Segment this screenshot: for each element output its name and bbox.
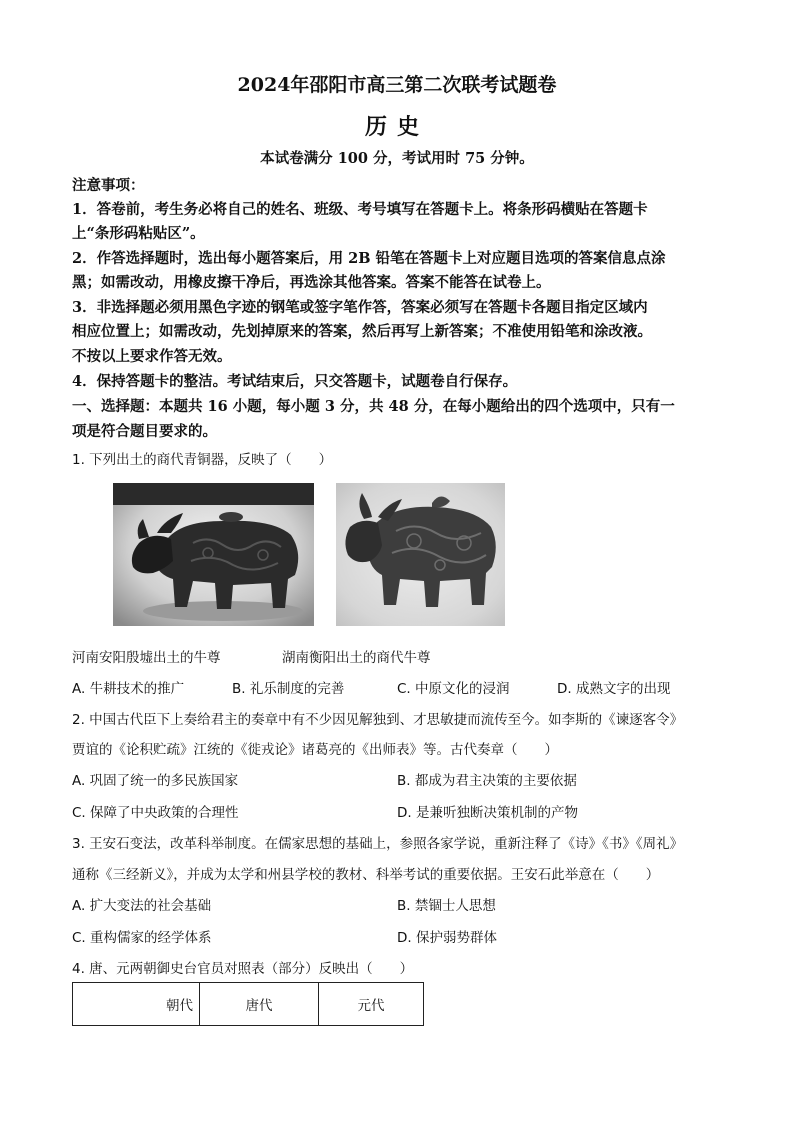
question-1-option-d[interactable]: D. 成熟文字的出现 <box>557 681 671 697</box>
table-header-dynasty: 朝代 <box>73 983 200 1026</box>
question-2-option-c[interactable]: C. 保障了中央政策的合理性 <box>72 805 239 821</box>
table-header-row <box>73 983 424 1026</box>
question-1-option-c[interactable]: C. 中原文化的浸润 <box>397 681 510 697</box>
question-1-option-a[interactable]: A. 牛耕技术的推广 <box>72 681 185 697</box>
question-3-stem-line-1: 3. 王安石变法，改革科举制度。在儒家思想的基础上，参照各家学说，重新注释了《诗》《书》《周礼》 <box>72 836 684 852</box>
bronze-ox-zun-anyang-image <box>113 483 314 626</box>
section-1-heading-line-1: 一、选择题：本题共 16 小题，每小题 3 分，共 48 分，在每小题给出的四个选项中，只有一 <box>72 398 675 415</box>
bronze-ox-zun-hengyang-image <box>336 483 505 626</box>
question-2-stem-line-2: 贾谊的《论积贮疏》江统的《徙戎论》诸葛亮的《出师表》等。古代奏章（ ） <box>72 742 558 758</box>
notice-item-2-line-2: 黑；如需改动，用橡皮擦干净后，再选涂其他答案。答案不能答在试卷上。 <box>72 274 551 291</box>
table-header-yuan: 元代 <box>319 983 424 1026</box>
question-2-stem-line-1: 2. 中国古代臣下上奏给君主的奏章中有不少因见解独到、才思敏捷而流传至今。如李斯的《谏逐客令》 <box>72 712 684 728</box>
exam-title: 2024年邵阳市高三第二次联考试题卷 <box>237 74 557 96</box>
notice-item-3-line-2: 相应位置上；如需改动，先划掉原来的答案，然后再写上新答案；不准使用铅笔和涂改液。 <box>72 323 652 340</box>
section-1-heading-line-2: 项是符合题目要求的。 <box>72 423 217 440</box>
question-1-stem: 1. 下列出土的商代青铜器，反映了（ ） <box>72 452 333 468</box>
notice-item-3-line-1: 3．非选择题必须用黑色字迹的钢笔或签字笔作答，答案必须写在答题卡各题目指定区域内 <box>72 299 648 316</box>
score-note: 本试卷满分 100 分，考试用时 75 分钟。 <box>260 150 534 167</box>
question-3-option-d[interactable]: D. 保护弱势群体 <box>397 930 497 946</box>
question-2-option-a[interactable]: A. 巩固了统一的多民族国家 <box>72 773 239 789</box>
table-header-tang: 唐代 <box>200 983 319 1026</box>
question-4-stem: 4. 唐、元两朝御史台官员对照表（部分）反映出（ ） <box>72 961 414 977</box>
question-3-option-c[interactable]: C. 重构儒家的经学体系 <box>72 930 212 946</box>
subject-title: 历史 <box>364 114 429 140</box>
question-2-option-b[interactable]: B. 都成为君主决策的主要依据 <box>397 773 577 789</box>
notice-item-1-line-1: 1．答卷前，考生务必将自己的姓名、班级、考号填写在答题卡上。将条形码横贴在答题卡 <box>72 201 648 218</box>
notice-heading: 注意事项： <box>72 177 145 194</box>
censorate-official-comparison-table <box>72 982 424 1026</box>
notice-item-2-line-1: 2．作答选择题时，选出每小题答案后，用 2B 铅笔在答题卡上对应题目选项的答案信息点涂 <box>72 250 666 267</box>
question-2-option-d[interactable]: D. 是兼听独断决策机制的产物 <box>397 805 578 821</box>
notice-item-3-line-3: 不按以上要求作答无效。 <box>72 348 232 365</box>
notice-item-1-line-2: 上“条形码粘贴区”。 <box>72 225 205 242</box>
question-1-option-b[interactable]: B. 礼乐制度的完善 <box>232 681 345 697</box>
question-3-stem-line-2: 通称《三经新义》，并成为太学和州县学校的教材、科举考试的重要依据。王安石此举意在（ ） <box>72 867 660 883</box>
question-3-option-a[interactable]: A. 扩大变法的社会基础 <box>72 898 212 914</box>
question-1-caption-left: 河南安阳殷墟出土的牛尊 <box>72 650 221 666</box>
question-3-option-b[interactable]: B. 禁锢士人思想 <box>397 898 496 914</box>
question-1-caption-right: 湖南衡阳出土的商代牛尊 <box>282 650 431 666</box>
notice-item-4: 4．保持答题卡的整洁。考试结束后，只交答题卡，试题卷自行保存。 <box>72 373 518 390</box>
